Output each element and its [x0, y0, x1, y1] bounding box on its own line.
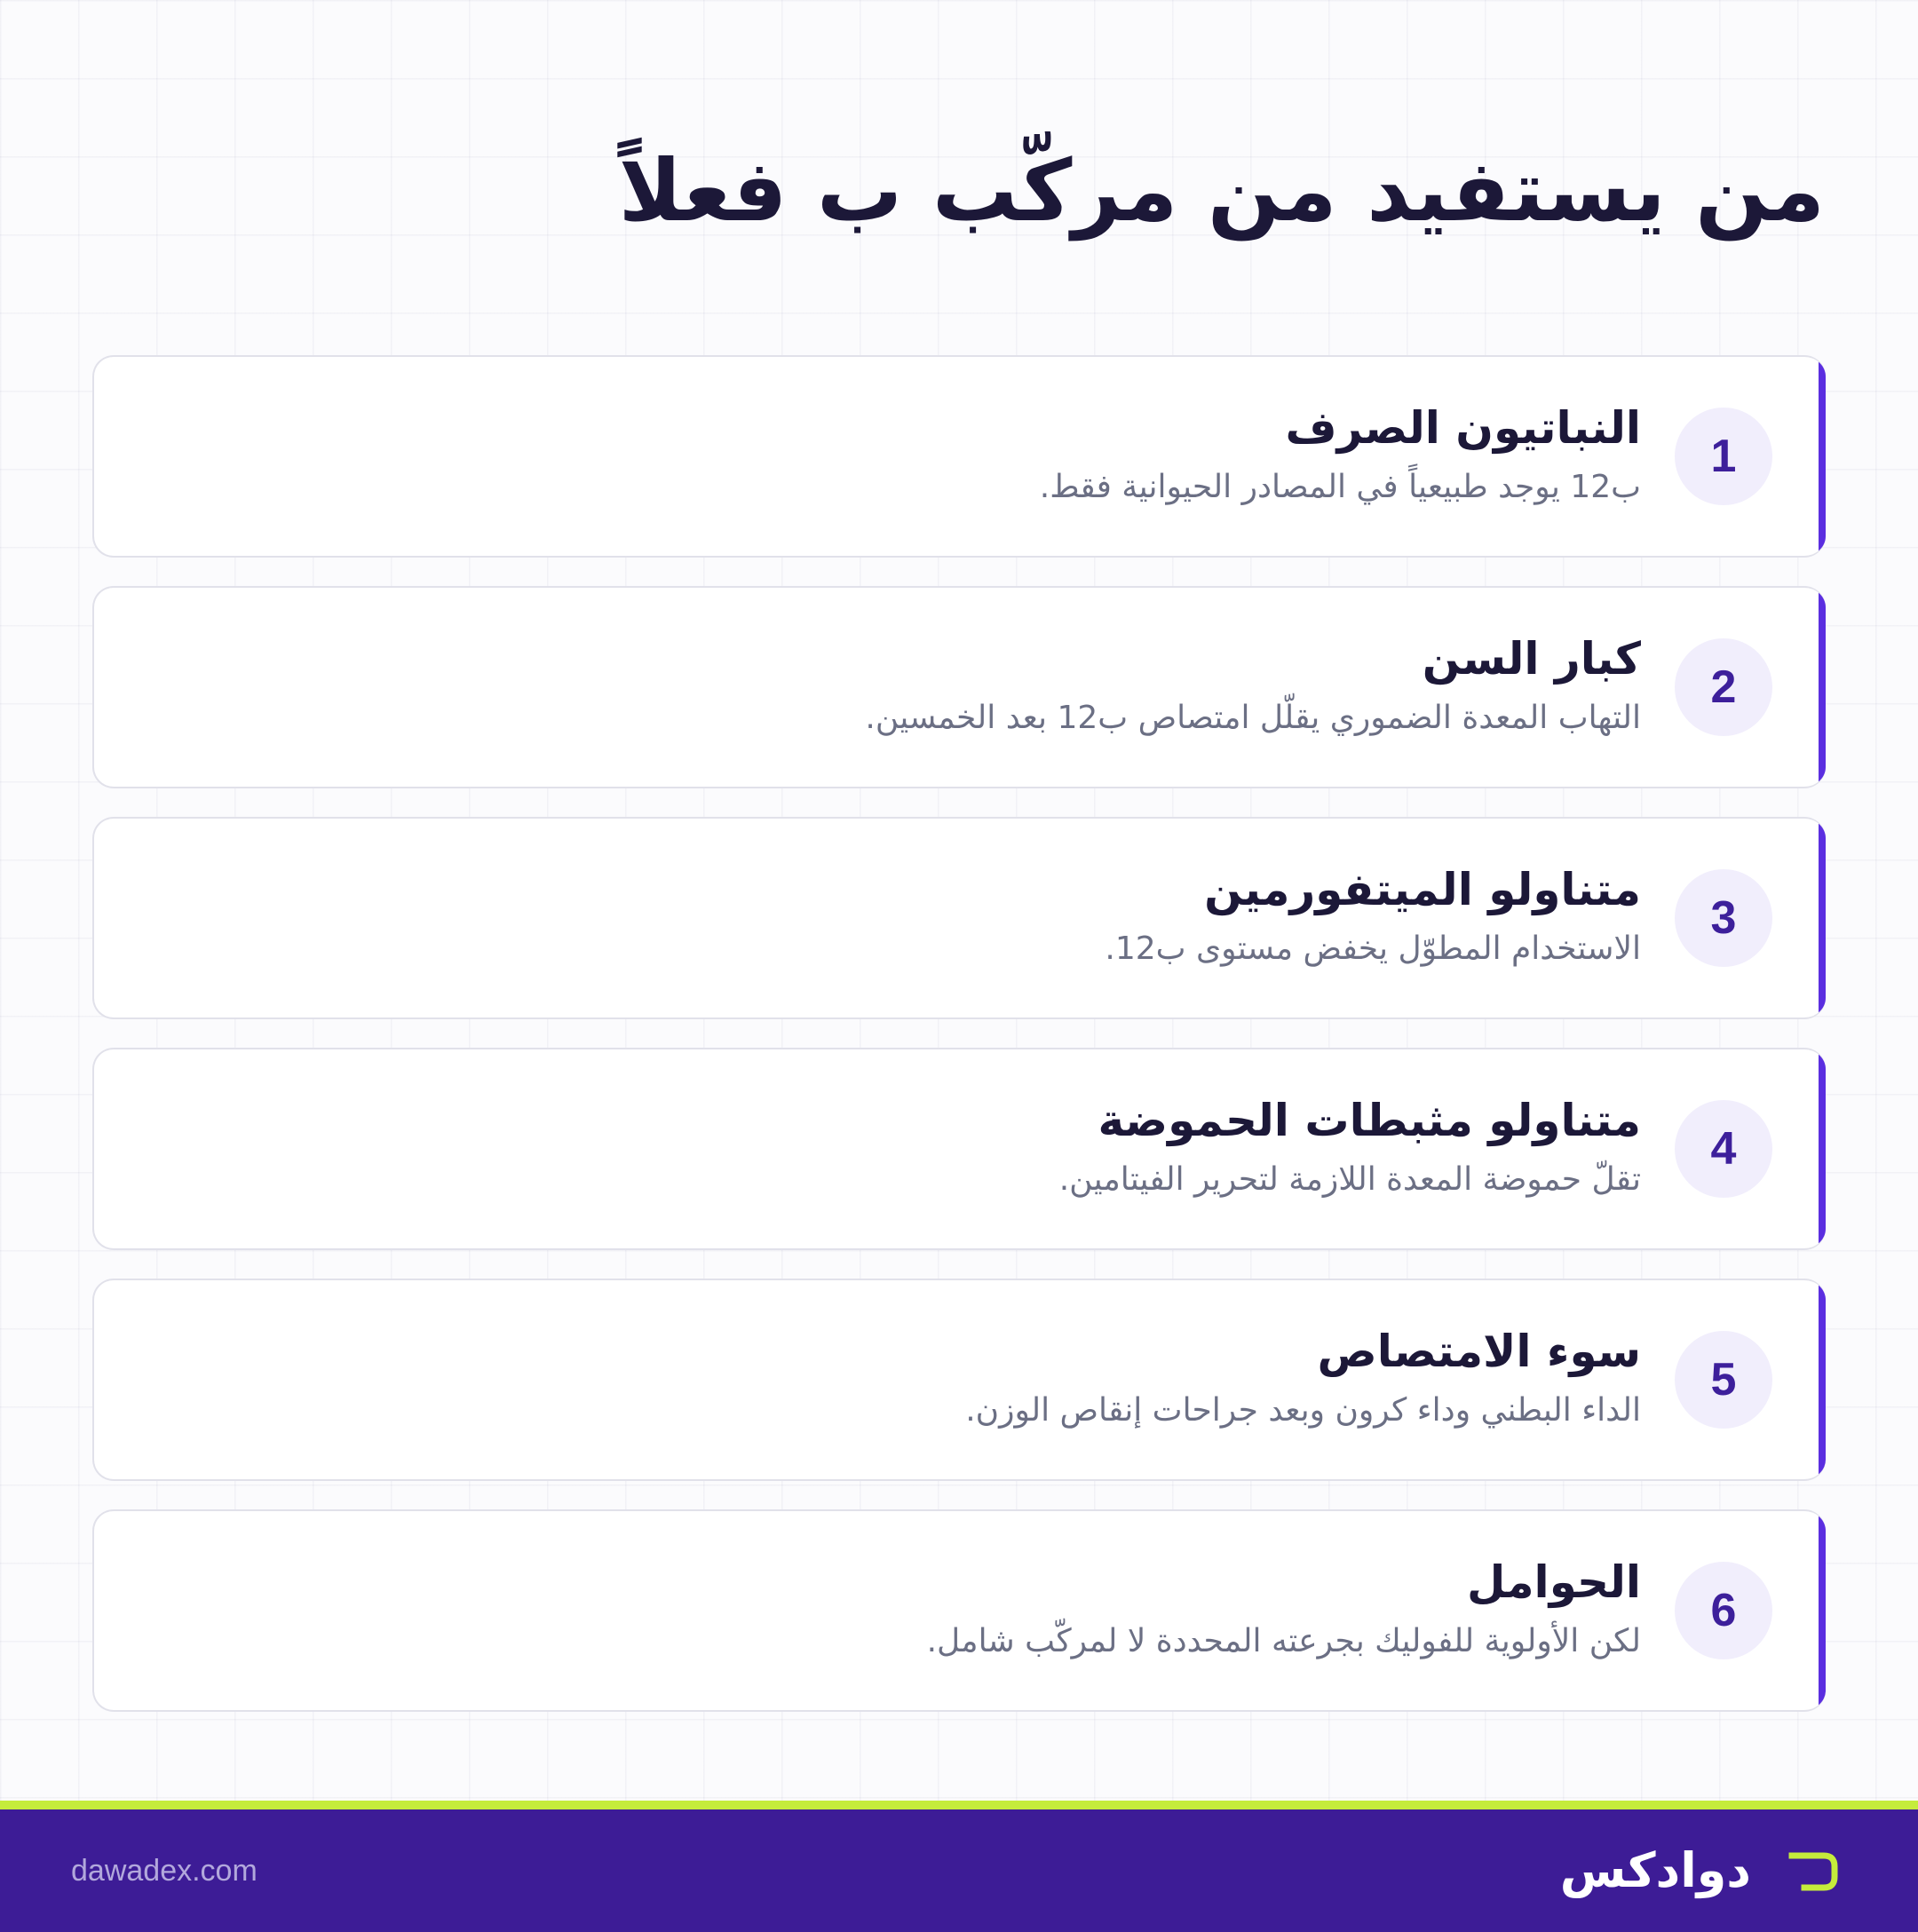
card-title: سوء الامتصاص [1317, 1326, 1641, 1377]
card-description: الداء البطني وداء كرون وبعد جراحات إنقاص الوزن. [965, 1392, 1641, 1429]
item-number-badge: 1 [1675, 408, 1772, 505]
card-description: الاستخدام المطوّل يخفض مستوى ب12. [1105, 930, 1641, 967]
item-number-badge: 4 [1675, 1100, 1772, 1198]
list-item [92, 1279, 1826, 1481]
card-description: لكن الأولوية للفوليك بجرعته المحددة لا لمركّب شامل. [926, 1623, 1641, 1659]
card-list [92, 355, 1826, 1740]
card-body [147, 863, 1641, 970]
item-number-badge: 2 [1675, 638, 1772, 736]
card-title: كبار السن [1422, 633, 1641, 685]
footer-url[interactable]: dawadex.com [71, 1854, 258, 1888]
footer-accent-stripe [0, 1801, 1918, 1809]
bracket-logo-icon [1788, 1850, 1840, 1893]
list-item [92, 586, 1826, 788]
list-item [92, 1048, 1826, 1250]
page-title: من يستفيد من مركّب ب فعلاً [618, 141, 1825, 241]
card-title: متناولو الميتفورمين [1204, 864, 1641, 915]
item-number-badge: 5 [1675, 1331, 1772, 1429]
card-body [147, 1094, 1641, 1200]
card-body [147, 401, 1641, 508]
brand-name: دوادكس [1559, 1842, 1751, 1898]
card-title: النباتيون الصرف [1285, 402, 1641, 454]
list-item [92, 1509, 1826, 1712]
card-title: متناولو مثبطات الحموضة [1098, 1095, 1641, 1146]
card-body [147, 1325, 1641, 1431]
list-item [92, 817, 1826, 1019]
item-number-badge: 3 [1675, 869, 1772, 967]
item-number-badge: 6 [1675, 1562, 1772, 1659]
footer [0, 1809, 1918, 1932]
list-item [92, 355, 1826, 558]
card-title: الحوامل [1466, 1556, 1641, 1608]
card-body [147, 1556, 1641, 1662]
card-description: ب12 يوجد طبيعياً في المصادر الحيوانية فقط. [1039, 469, 1641, 505]
card-description: تقلّ حموضة المعدة اللازمة لتحرير الفيتامين. [1058, 1161, 1641, 1198]
card-description: التهاب المعدة الضموري يقلّل امتصاص ب12 بعد الخمسين. [865, 700, 1641, 736]
card-body [147, 632, 1641, 739]
